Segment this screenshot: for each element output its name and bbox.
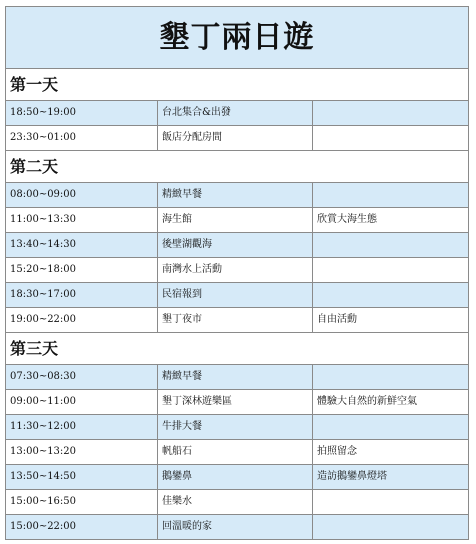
time-cell: 15:00~16:50	[6, 490, 158, 515]
table-row	[6, 308, 469, 333]
table-row	[6, 101, 469, 126]
day-header: 第一天	[6, 69, 469, 101]
time-cell: 09:00~11:00	[6, 390, 158, 415]
table-row	[6, 365, 469, 390]
activity-cell: 民宿報到	[158, 283, 313, 308]
activity-cell: 精緻早餐	[158, 183, 313, 208]
activity-cell: 後壁湖觀海	[158, 233, 313, 258]
table-row	[6, 126, 469, 151]
activity-cell: 牛排大餐	[158, 415, 313, 440]
time-cell: 13:40~14:30	[6, 233, 158, 258]
note-cell	[313, 490, 469, 515]
note-cell: 自由活動	[313, 308, 469, 333]
note-cell	[313, 233, 469, 258]
note-cell	[313, 258, 469, 283]
itinerary-sheet	[5, 6, 468, 538]
table-row	[6, 415, 469, 440]
day-header-row	[6, 333, 469, 365]
table-row	[6, 490, 469, 515]
activity-cell: 鵝鑾鼻	[158, 465, 313, 490]
activity-cell: 南灣水上活動	[158, 258, 313, 283]
note-cell	[313, 183, 469, 208]
time-cell: 15:20~18:00	[6, 258, 158, 283]
day-header: 第三天	[6, 333, 469, 365]
note-cell: 造訪鵝鑾鼻燈塔	[313, 465, 469, 490]
time-cell: 23:30~01:00	[6, 126, 158, 151]
note-cell	[313, 126, 469, 151]
itinerary-table	[5, 6, 469, 540]
time-cell: 19:00~22:00	[6, 308, 158, 333]
time-cell: 13:00~13:20	[6, 440, 158, 465]
note-cell	[313, 515, 469, 540]
activity-cell: 墾丁夜市	[158, 308, 313, 333]
time-cell: 07:30~08:30	[6, 365, 158, 390]
time-cell: 18:50~19:00	[6, 101, 158, 126]
time-cell: 13:50~14:50	[6, 465, 158, 490]
table-row	[6, 515, 469, 540]
note-cell	[313, 283, 469, 308]
time-cell: 08:00~09:00	[6, 183, 158, 208]
time-cell: 15:00~22:00	[6, 515, 158, 540]
day-header-row	[6, 151, 469, 183]
table-row	[6, 283, 469, 308]
table-row	[6, 258, 469, 283]
table-row	[6, 465, 469, 490]
note-cell: 拍照留念	[313, 440, 469, 465]
activity-cell: 墾丁深林遊樂區	[158, 390, 313, 415]
time-cell: 18:30~17:00	[6, 283, 158, 308]
time-cell: 11:30~12:00	[6, 415, 158, 440]
time-cell: 11:00~13:30	[6, 208, 158, 233]
day-header: 第二天	[6, 151, 469, 183]
note-cell: 體驗大自然的新鮮空氣	[313, 390, 469, 415]
day-header-row	[6, 69, 469, 101]
activity-cell: 帆船石	[158, 440, 313, 465]
table-row	[6, 208, 469, 233]
table-row	[6, 390, 469, 415]
table-row	[6, 233, 469, 258]
note-cell	[313, 365, 469, 390]
note-cell: 欣賞大海生態	[313, 208, 469, 233]
page-title: 墾丁兩日遊	[6, 7, 469, 69]
activity-cell: 飯店分配房間	[158, 126, 313, 151]
activity-cell: 佳樂水	[158, 490, 313, 515]
note-cell	[313, 101, 469, 126]
activity-cell: 海生館	[158, 208, 313, 233]
title-row	[6, 7, 469, 69]
activity-cell: 精緻早餐	[158, 365, 313, 390]
activity-cell: 回溫暖的家	[158, 515, 313, 540]
table-row	[6, 440, 469, 465]
activity-cell: 台北集合&出發	[158, 101, 313, 126]
table-row	[6, 183, 469, 208]
note-cell	[313, 415, 469, 440]
